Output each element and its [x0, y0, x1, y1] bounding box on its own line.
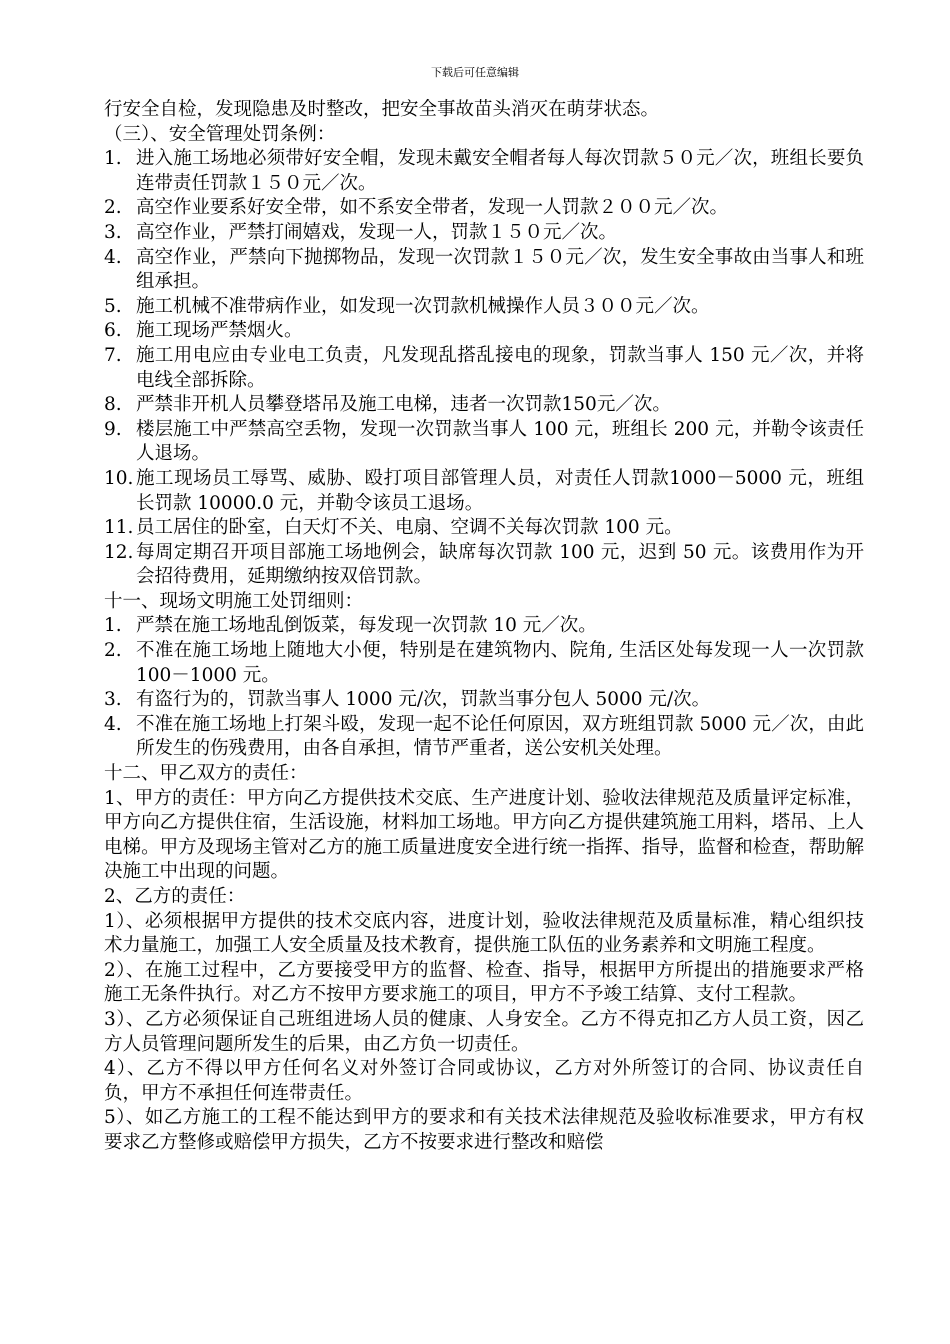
item-text: 不准在施工场地上随地大小便，特别是在建筑物内、院角, 生活区处每发现一人一次罚款 100－1000 元。: [136, 640, 864, 686]
item-text: 楼层施工中严禁高空丢物，发现一次罚款当事人 100 元，班组长 200 元，并勒令该责任人退场。: [136, 418, 864, 465]
item-text: 施工机械不准带病作业，如发现一次罚款机械操作人员３００元／次。: [136, 295, 710, 317]
list-item: [104, 713, 864, 762]
list-item: [104, 246, 864, 295]
item-number: 6.: [104, 320, 122, 342]
item-number: 1.: [104, 615, 122, 637]
item-number: 12.: [104, 541, 134, 563]
item-number: 5.: [104, 295, 122, 317]
list-item: [104, 688, 864, 713]
list-item: [104, 418, 864, 467]
list-item: [104, 614, 864, 639]
item-text: 高空作业，严禁打闹嬉戏，发现一人，罚款１５０元／次。: [136, 221, 618, 243]
list-item: [104, 393, 864, 418]
party-b-item: 3）、乙方必须保证自己班组进场人员的健康、人身安全。乙方不得克扣乙方人员工资，因乙方人员管理问题所发生的后果，由乙方负一切责任。: [104, 1008, 864, 1055]
item-number: 3.: [104, 689, 122, 711]
party-b-item: 4）、乙方不得以甲方任何名义对外签订合同或协议，乙方对外所签订的合同、协议责任自负，甲方不承担任何连带责任。: [104, 1058, 864, 1104]
item-text: 严禁非开机人员攀登塔吊及施工电梯，违者一次罚款150元／次。: [136, 394, 671, 416]
item-text: 员工居住的卧室，白天灯不关、电扇、空调不关每次罚款 100 元。: [136, 517, 683, 539]
item-text: 有盗行为的，罚款当事人 1000 元/次，罚款当事分包人 5000 元/次。: [136, 689, 711, 711]
item-text: 施工用电应由专业电工负责，凡发现乱搭乱接电的现象，罚款当事人 150 元／次，并将电线全部拆除。: [136, 344, 864, 391]
list-item: [104, 147, 864, 196]
list-item: [104, 196, 864, 221]
party-b-item: 2）、在施工过程中，乙方要接受甲方的监督、检查、指导，根据甲方所提出的措施要求严格施工无条件执行。对乙方不按甲方要求施工的项目，甲方不予竣工结算、支付工程款。: [104, 959, 864, 1006]
item-text: 高空作业，严禁向下抛掷物品，发现一次罚款１５０元／次，发生安全事故由当事人和班组承担。: [136, 246, 864, 293]
item-number: 3.: [104, 221, 122, 243]
section-3-list: [104, 147, 864, 590]
list-item: [104, 516, 864, 541]
item-number: 11.: [104, 517, 134, 539]
document-body: [104, 98, 864, 1156]
item-number: 9.: [104, 418, 122, 440]
section-12-heading: 十二、甲乙双方的责任：: [104, 763, 308, 785]
item-text: 不准在施工场地上打架斗殴，发现一起不论任何原因，双方班组罚款 5000 元／次，由此所发生的伤残费用，由各自承担，情节严重者，送公安机关处理。: [136, 713, 864, 760]
list-item: [104, 344, 864, 393]
list-item: [104, 221, 864, 246]
item-text: 每周定期召开项目部施工场地例会，缺席每次罚款 100 元，迟到 50 元。该费用作为开会招待费用，延期缴纳按双倍罚款。: [136, 541, 864, 588]
item-number: 2.: [104, 640, 122, 662]
item-number: 2.: [104, 197, 122, 219]
list-item: [104, 541, 864, 590]
party-b-heading: 2、乙方的责任：: [104, 886, 246, 907]
item-text: 施工现场员工辱骂、威胁、殴打项目部管理人员，对责任人罚款1000－5000 元，班组长罚款 10000.0 元，并勒令该员工退场。: [136, 467, 864, 514]
page-header: 下载后可任意编辑: [431, 66, 519, 79]
item-text: 施工现场严禁烟火。: [136, 320, 303, 342]
party-b-item: 5）、如乙方施工的工程不能达到甲方的要求和有关技术法律规范及验收标准要求，甲方有权要求乙方整修或赔偿甲方损失，乙方不按要求进行整改和赔偿: [104, 1107, 864, 1153]
item-text: 严禁在施工场地乱倒饭菜，每发现一次罚款 10 元／次。: [136, 615, 597, 637]
intro-paragraph: 行安全自检，发现隐患及时整改，把安全事故苗头消灭在萌芽状态。: [104, 99, 660, 120]
item-number: 10.: [104, 467, 134, 489]
section-11-heading: 十一、现场文明施工处罚细则：: [104, 590, 364, 612]
section-11-list: [104, 614, 864, 762]
item-number: 1.: [104, 148, 122, 170]
party-b-item: 1）、必须根据甲方提供的技术交底内容，进度计划，验收法律规范及质量标准，精心组织技术力量施工，加强工人安全质量及技术教育，提供施工队伍的业务素养和文明施工程度。: [104, 910, 864, 957]
item-number: 8.: [104, 394, 122, 416]
item-text: 进入施工场地必须带好安全帽，发现未戴安全帽者每人每次罚款５０元／次，班组长要负连带责任罚款１５０元／次。: [136, 148, 864, 194]
item-number: 4.: [104, 713, 122, 735]
item-number: 7.: [104, 344, 122, 366]
party-a-responsibility: 1、甲方的责任：甲方向乙方提供技术交底、生产进度计划、验收法律规范及质量评定标准，甲方向乙方提供住宿，生活设施，材料加工场地。甲方向乙方提供建筑施工用料，塔吊、上人电梯。甲方及现场主管对乙方的施工质量进度安全进行统一指挥、指导，监督和检查，帮助解决施工中出现的问题。: [104, 787, 864, 883]
list-item: [104, 295, 864, 320]
section-3-heading: （三）、安全管理处罚条例：: [104, 123, 336, 145]
item-text: 高空作业要系好安全带，如不系安全带者，发现一人罚款２００元／次。: [136, 197, 729, 219]
list-item: [104, 467, 864, 516]
item-number: 4.: [104, 246, 122, 268]
list-item: [104, 319, 864, 344]
list-item: [104, 639, 864, 688]
